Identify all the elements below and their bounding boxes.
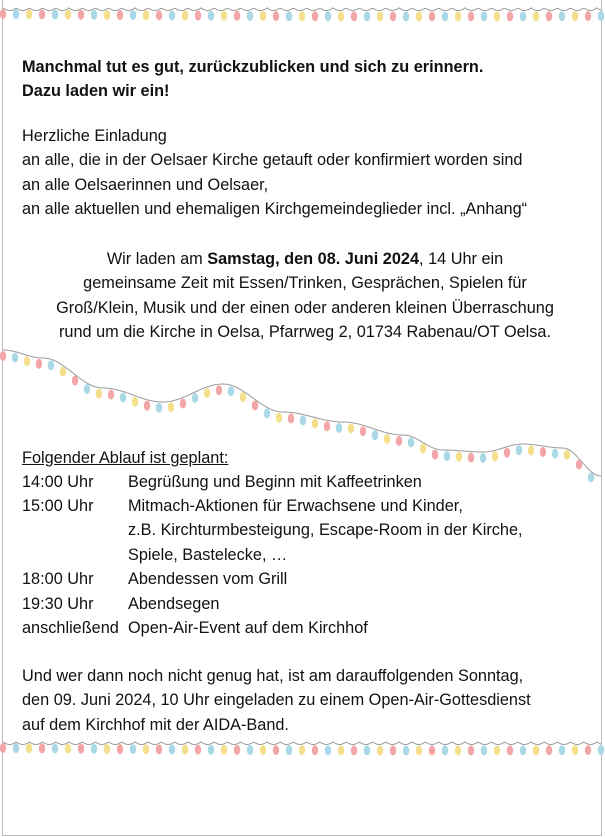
light-wire [3,8,601,11]
event-before: Wir laden am [106,250,208,268]
light-bulb [390,11,396,21]
light-bulb [559,745,565,755]
light-bulb [351,11,357,21]
light-bulb [533,745,539,755]
schedule-heading: Folgender Ablauf ist geplant: [22,449,229,467]
schedule-desc-line: Abendessen vom Grill [128,570,288,588]
light-bulb [91,744,97,754]
invitation-page [2,0,602,836]
light-bulb [299,745,305,755]
intro-heading [22,55,592,104]
light-bulb [65,10,71,20]
schedule-desc-line: Mitmach-Aktionen für Erwachsene und Kinder, [128,497,463,515]
event-description [18,247,592,345]
light-bulb [312,745,318,755]
schedule-desc-line: z.B. Kirchturmbesteigung, Escape-Room in der Kirche, [128,521,523,540]
invitation-line: an alle, die in der Oelsaer Kirche getauft oder konfirmiert worden sind [22,151,523,170]
light-bulb [286,11,292,21]
light-bulb [546,11,552,21]
light-bulb [585,745,591,755]
schedule-desc-line: Open-Air-Event auf dem Kirchhof [128,619,368,637]
light-bulb [36,359,42,369]
light-bulb [492,451,498,461]
light-bulb [528,445,534,455]
light-bulb [108,390,114,400]
light-bulb [572,11,578,21]
light-bulb [120,393,126,403]
light-bulb [260,745,266,755]
light-bulb [416,11,422,21]
invitation-heading: Herzliche Einladung [22,127,167,145]
light-bulb [286,745,292,755]
light-bulb [273,11,279,21]
light-bulb [598,745,604,755]
light-bulb [377,11,383,21]
schedule-time: 15:00 Uhr [22,497,94,515]
light-bulb [403,11,409,21]
light-bulb [12,353,18,363]
light-bulb [72,376,78,386]
light-bulb [247,11,253,21]
light-bulb [420,444,426,454]
light-bulb [182,11,188,21]
light-bulb [572,745,578,755]
light-bulb [91,10,97,20]
light-bulb [504,448,510,458]
light-bulb [384,434,390,444]
light-bulb [455,11,461,21]
light-bulb [130,10,136,20]
light-bulb [481,11,487,21]
event-date: Samstag, den 08. Juni 2024 [207,250,420,268]
light-bulb [104,744,110,754]
light-bulb [456,452,462,462]
schedule-desc [128,616,598,640]
light-bulb [65,744,71,754]
event-line-1 [18,247,592,271]
light-bulb [546,745,552,755]
light-bulb [338,745,344,755]
light-bulb [208,11,214,21]
schedule-time: anschließend [22,619,119,637]
light-bulb [468,745,474,755]
light-bulb [552,449,558,459]
light-bulb [234,11,240,21]
light-bulb [481,745,487,755]
light-bulb [195,11,201,21]
light-bulb [351,745,357,755]
light-bulb [442,745,448,755]
light-bulb [156,403,162,413]
light-bulb [325,745,331,755]
light-bulb [325,11,331,21]
light-bulb [564,450,570,460]
schedule-desc [128,592,598,616]
light-bulb [208,745,214,755]
closing-line: auf dem Kirchhof mit der AIDA-Band. [22,715,289,734]
light-bulb [442,11,448,21]
light-bulb [216,385,222,395]
event-line-2: gemeinsame Zeit mit Essen/Trinken, Gesprächen, Spielen für [83,274,527,293]
intro-line-2: Dazu laden wir ein! [22,82,170,101]
light-bulb [60,367,66,377]
light-bulb [260,11,266,21]
light-bulb [221,745,227,755]
light-bulb [168,402,174,412]
light-bulb [48,360,54,370]
light-bulb [0,9,6,19]
light-bulb [273,745,279,755]
light-bulb [192,393,198,403]
light-bulb [507,11,513,21]
string-lights-top [3,2,601,32]
light-bulb [507,745,513,755]
light-bulb [432,450,438,460]
light-bulb [585,11,591,21]
light-bulb [533,11,539,21]
schedule-time: 14:00 Uhr [22,473,94,491]
light-bulb [390,745,396,755]
light-bulb [348,424,354,434]
event-line-3: Groß/Klein, Musik und der einen oder anderen kleinen Überraschung [56,298,554,317]
light-bulb [143,744,149,754]
light-bulb [144,401,150,411]
light-bulb [132,397,138,407]
schedule-desc [128,567,598,591]
light-bulb [78,744,84,754]
light-bulb [252,400,258,410]
schedule-time: 19:30 Uhr [22,595,94,613]
light-bulb [264,408,270,418]
light-bulb [130,744,136,754]
intro-line-1: Manchmal tut es gut, zurückzublicken und sich zu erinnern. [22,58,484,76]
light-bulb [195,745,201,755]
light-bulb [324,421,330,431]
light-bulb [300,416,306,426]
invitation-line: an alle Oelsaerinnen und Oelsaer, [22,175,269,194]
light-bulb [444,451,450,461]
light-bulb [117,744,123,754]
schedule-time: 18:00 Uhr [22,570,94,588]
light-bulb [96,389,102,399]
light-bulb [104,10,110,20]
event-after: , 14 Uhr ein [419,250,504,268]
light-bulb [364,745,370,755]
light-bulb [540,447,546,457]
light-bulb [276,413,282,423]
light-bulb [598,11,604,21]
schedule-desc-line: Begrüßung und Beginn mit Kaffeetrinken [128,473,422,491]
schedule-desc-line: Abendsegen [128,595,220,613]
light-bulb [156,10,162,20]
light-bulb [576,460,582,470]
light-bulb [221,11,227,21]
light-bulb [39,9,45,19]
light-bulb [516,445,522,455]
string-lights-bottom [3,736,601,766]
light-bulb [455,745,461,755]
invitation-line: an alle aktuellen und ehemaligen Kirchgemeindeglieder incl. „Anhang“ [22,200,528,219]
light-wire [3,742,601,745]
light-bulb [468,453,474,463]
light-bulb [228,386,234,396]
schedule-desc [128,470,598,494]
light-bulb [377,745,383,755]
closing-line: den 09. Juni 2024, 10 Uhr eingeladen zu einem Open-Air-Gottesdienst [22,691,531,710]
light-bulb [117,10,123,20]
closing-text [22,664,602,737]
light-bulb [247,745,253,755]
light-bulb [520,745,526,755]
light-bulb [312,419,318,429]
light-bulb [78,10,84,20]
light-bulb [372,430,378,440]
light-bulb [0,351,6,361]
light-bulb [156,744,162,754]
schedule-desc-line: Spiele, Bastelecke, … [128,545,288,564]
schedule-desc [128,494,598,567]
light-bulb [169,10,175,20]
light-bulb [182,745,188,755]
light-bulb [494,11,500,21]
light-bulb [204,388,210,398]
light-bulb [559,11,565,21]
invitation-block [22,124,602,222]
light-bulb [240,392,246,402]
light-bulb [520,11,526,21]
light-bulb [26,743,32,753]
light-bulb [84,384,90,394]
light-bulb [52,9,58,19]
light-bulb [360,426,366,436]
light-bulb [336,423,342,433]
light-bulb [408,437,414,447]
light-bulb [288,413,294,423]
light-bulb [429,746,435,756]
light-bulb [169,744,175,754]
closing-line: Und wer dann noch nicht genug hat, ist am darauffolgenden Sonntag, [22,667,524,685]
light-bulb [338,11,344,21]
light-bulb [0,743,6,753]
light-bulb [429,12,435,22]
light-bulb [143,10,149,20]
light-bulb [416,745,422,755]
light-bulb [24,356,30,366]
light-bulb [13,9,19,19]
light-bulb [180,399,186,409]
light-bulb [403,745,409,755]
light-bulb [480,453,486,463]
light-bulb [312,11,318,21]
light-bulb [299,11,305,21]
light-bulb [494,745,500,755]
event-line-4: rund um die Kirche in Oelsa, Pfarrweg 2, 01734 Rabenau/OT Oelsa. [58,323,552,342]
light-bulb [52,743,58,753]
light-bulb [396,436,402,446]
light-bulb [26,9,32,19]
light-bulb [364,11,370,21]
light-bulb [39,743,45,753]
light-bulb [234,745,240,755]
light-bulb [13,743,19,753]
light-bulb [468,11,474,21]
